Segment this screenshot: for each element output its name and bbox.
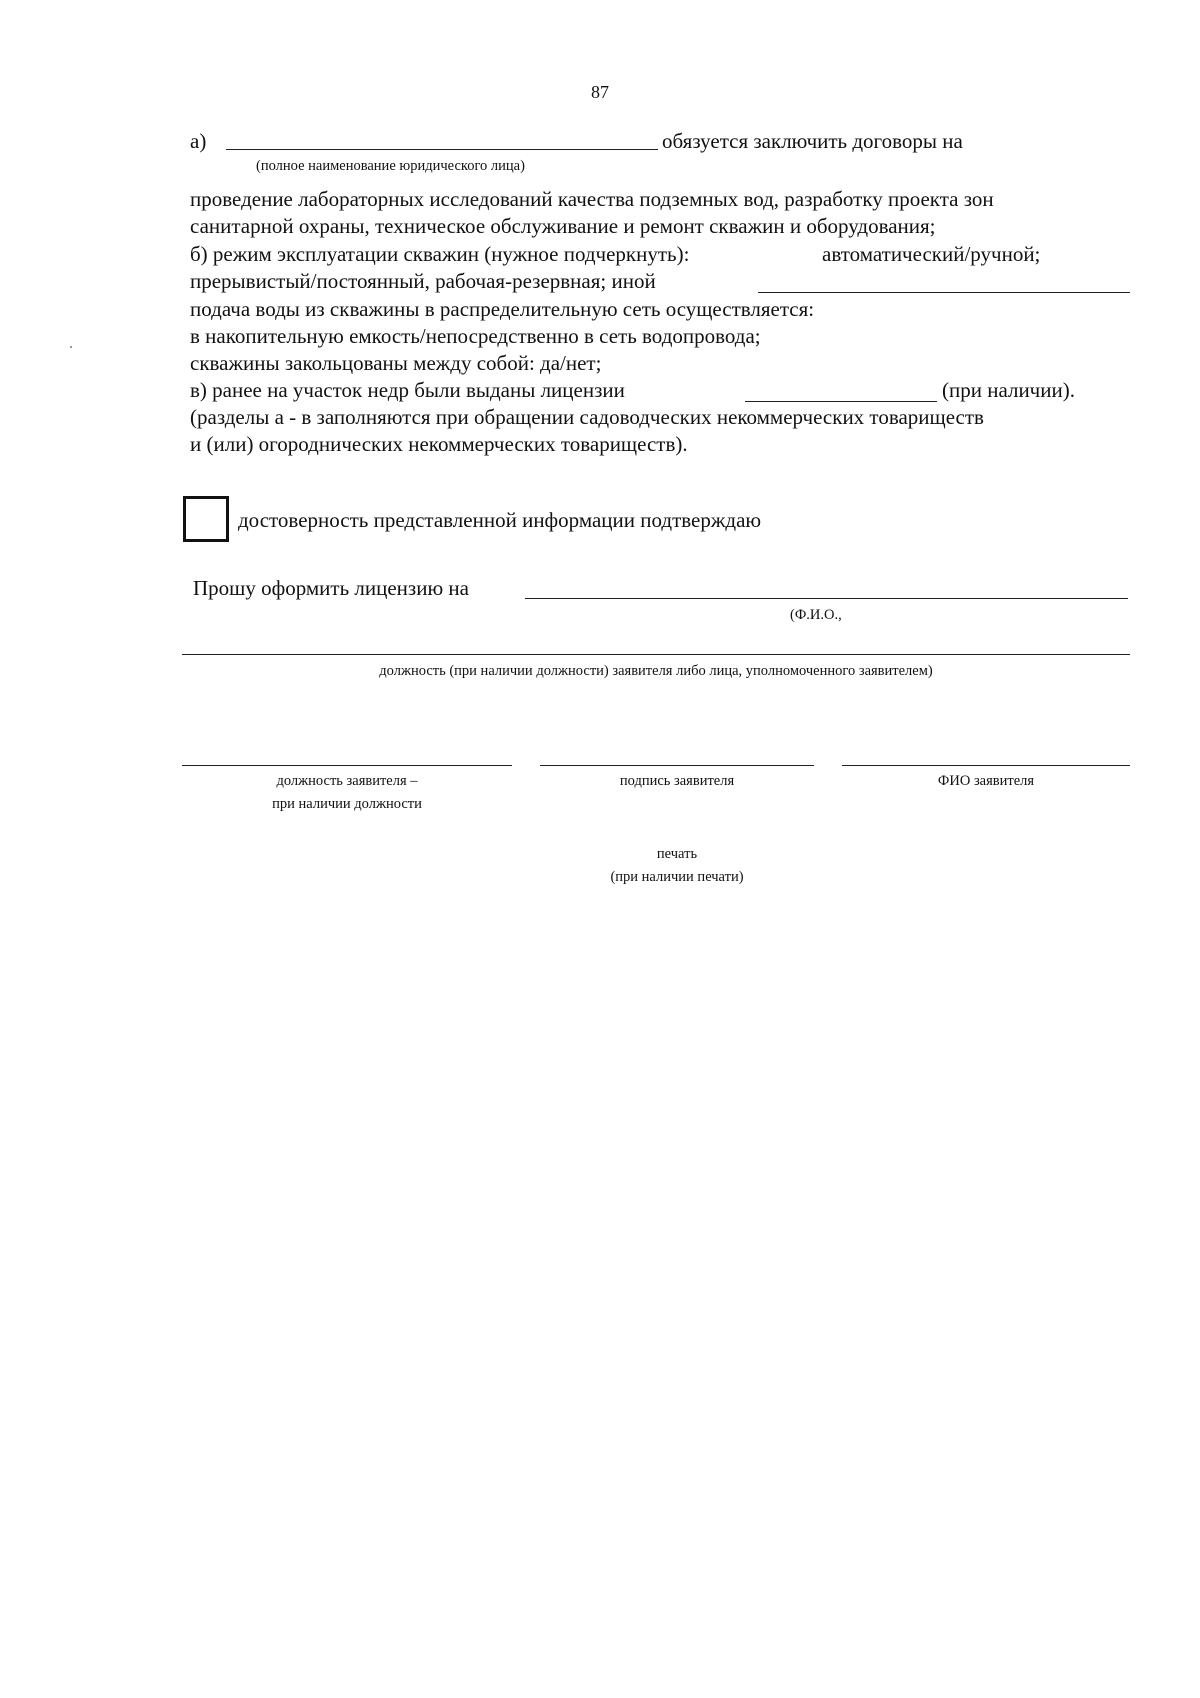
position-caption-1: должность заявителя – [276, 773, 418, 789]
body-line-3: б) режим эксплуатации скважин (нужное подчеркнуть): [190, 242, 690, 266]
applicant-position-line[interactable] [182, 654, 1130, 655]
body-line-1: проведение лабораторных исследований качества подземных вод, разработку проекта зон [190, 187, 994, 211]
signature-caption: подпись заявителя [619, 773, 735, 789]
fio-signature-line[interactable] [842, 765, 1130, 766]
position-caption-2: при наличии должности [272, 796, 422, 812]
section-a-label: а) [190, 129, 207, 153]
confirmation-checkbox[interactable] [183, 496, 229, 542]
name-caption: ФИО заявителя [937, 773, 1035, 789]
legal-entity-name-caption: (полное наименование юридического лица) [256, 158, 525, 174]
stamp-caption-2: (при наличии печати) [610, 869, 744, 885]
scan-speck [70, 346, 72, 348]
body-line-4: прерывистый/постоянный, рабочая-резервная; иной [190, 269, 656, 293]
stamp-caption-1: печать [656, 846, 698, 862]
body-line-6: в накопительную емкость/непосредственно в сеть водопровода; [190, 324, 761, 348]
body-line-2: санитарной охраны, техническое обслуживание и ремонт скважин и оборудования; [190, 214, 936, 238]
page-number: 87 [591, 82, 609, 102]
applicant-name-line[interactable] [525, 598, 1128, 599]
if-available-note: (при наличии). [942, 378, 1075, 402]
license-request-label: Прошу оформить лицензию на [193, 576, 469, 600]
legal-entity-name-line[interactable] [226, 149, 658, 150]
body-line-10: и (или) огороднических некоммерческих товариществ). [190, 432, 688, 456]
fio-caption: (Ф.И.О., [790, 607, 842, 623]
body-line-9: (разделы а - в заполняются при обращении садоводческих некоммерческих товариществ [190, 405, 984, 429]
confirmation-text: достоверность представленной информации подтверждаю [238, 508, 762, 532]
body-line-5: подача воды из скважины в распределительную сеть осуществляется: [190, 297, 815, 321]
other-mode-line[interactable] [758, 292, 1130, 293]
body-line-7: скважины закольцованы между собой: да/нет; [190, 351, 602, 375]
applicant-position-caption: должность (при наличии должности) заявителя либо лица, уполномоченного заявителем) [379, 663, 933, 679]
position-signature-line[interactable] [182, 765, 512, 766]
licenses-issued-line[interactable] [745, 401, 937, 402]
section-a-text: обязуется заключить договоры на [662, 129, 963, 153]
signature-line[interactable] [540, 765, 814, 766]
mode-options-auto-manual: автоматический/ручной; [822, 242, 1041, 266]
body-line-8: в) ранее на участок недр были выданы лицензии [190, 378, 625, 402]
